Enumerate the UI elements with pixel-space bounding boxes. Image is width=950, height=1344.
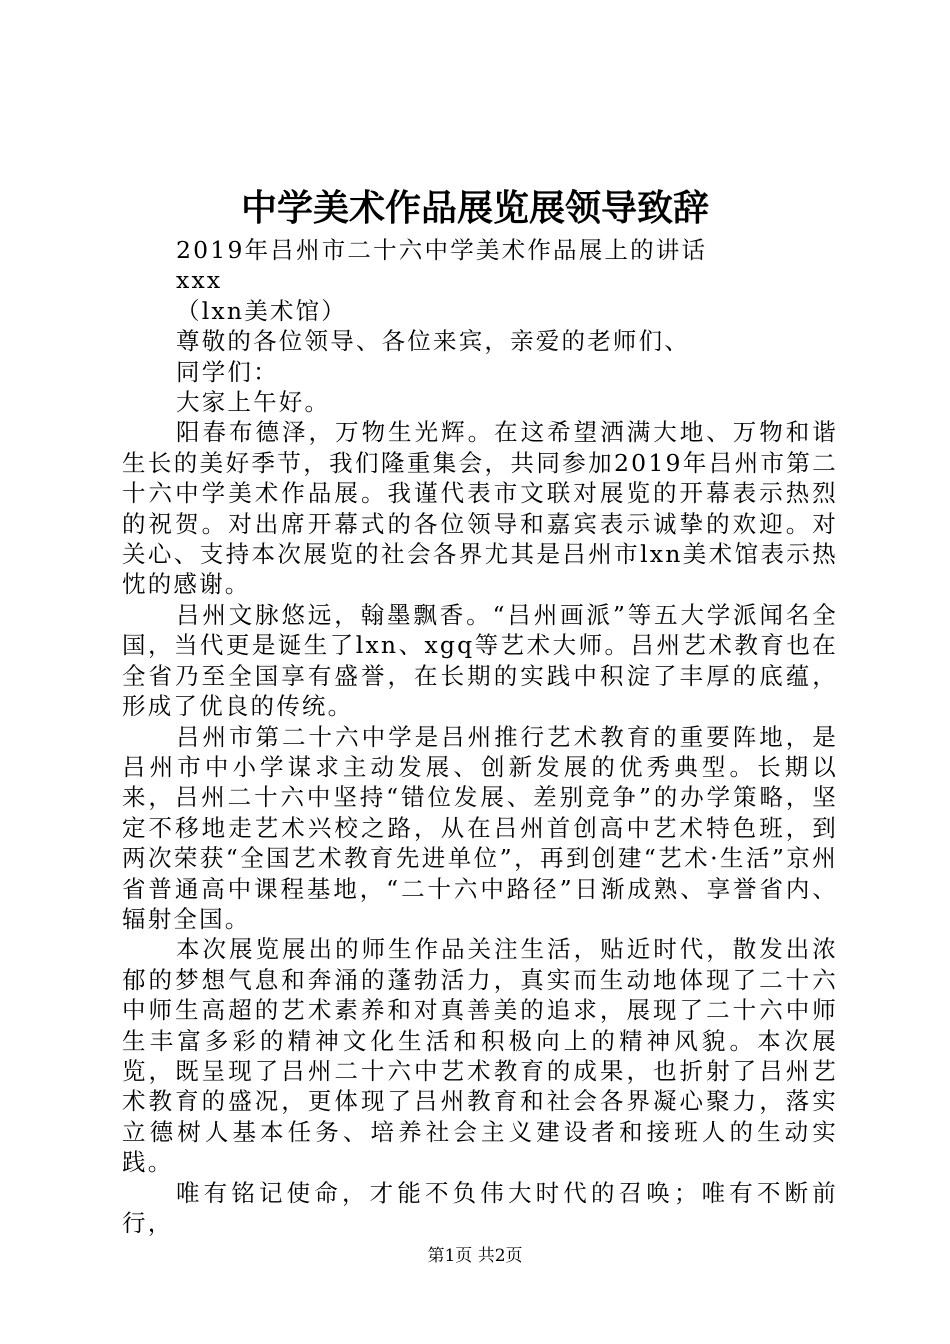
body-paragraph: 阳春布德泽，万物生光辉。在这希望洒满大地、万物和谐生长的美好季节，我们隆重集会，共同参加2019年吕州市第二十六中学美术作品展。我谨代表市文联对展览的开幕表示热烈的祝贺。对出席开幕式的各位领导和嘉宾表示诚挚的欢迎。对关心、支持本次展览的社会各界尤其是吕州市lxn美术馆表示热忱的感谢。 [122,418,838,599]
speech-occasion-line: 2019年吕州市二十六中学美术作品展上的讲话 [176,236,708,264]
body-paragraph: 吕州市第二十六中学是吕州推行艺术教育的重要阵地，是吕州市中小学谋求主动发展、创新发展的优秀典型。长期以来，吕州二十六中坚持“错位发展、差别竞争”的办学策略，坚定不移地走艺术兴校之路，从在吕州首创高中艺术特色班，到两次荣获“全国艺术教育先进单位”，再到创建“艺术·生活”京州省普通高中课程基地，“二十六中路径”日渐成熟、享誉省内、辐射全国。 [122,722,838,933]
salutation-line-continued: 同学们： [176,357,279,386]
body-paragraph: 本次展览展出的师生作品关注生活，贴近时代，散发出浓郁的梦想气息和奔涌的蓬勃活力，真实而生动地体现了二十六中师生高超的艺术素养和对真善美的追求，展现了二十六中师生丰富多彩的精神文化生活和积极向上的精神风貌。本次展览，既呈现了吕州二十六中艺术教育的成果，也折射了吕州艺术教育的盛况，更体现了吕州教育和社会各界凝心聚力，落实立德树人基本任务、培养社会主义建设者和接班人的生动实践。 [122,935,838,1177]
speaker-name: xxx [176,266,223,295]
salutation-line: 尊敬的各位领导、各位来宾，亲爱的老师们、 [176,327,690,356]
speaker-affiliation: （lxn美术馆） [176,296,348,325]
document-body [122,235,838,1238]
page-footer: 第1页 共2页 [427,1246,523,1266]
body-paragraph: 唯有铭记使命，才能不负伟大时代的召唤；唯有不断前行， [122,1178,838,1237]
document-title: 中学美术作品展览展领导致辞 [240,187,709,229]
greeting-line: 大家上午好。 [176,388,331,417]
body-paragraph: 吕州文脉悠远，翰墨飘香。“吕州画派”等五大学派闻名全国，当代更是诞生了lxn、xgq等艺术大师。吕州艺术教育也在全省乃至全国享有盛誉，在长期的实践中积淀了丰厚的底蕴，形成了优良的传统。 [122,600,838,721]
